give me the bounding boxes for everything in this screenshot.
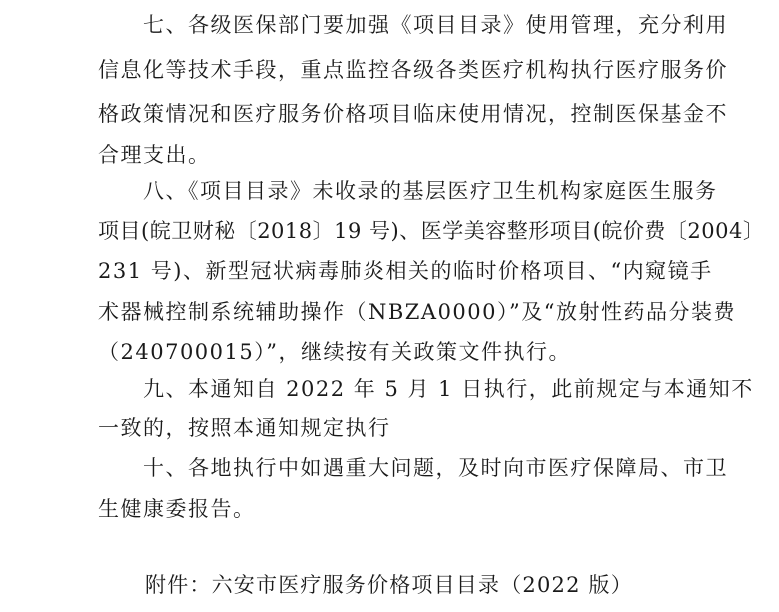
paragraph-10-line-1: 十、各地执行中如遇重大问题，及时向市医疗保障局、市卫 <box>98 456 728 480</box>
paragraph-7-line-3: 格政策情况和医疗服务价格项目临床使用情况，控制医保基金不 <box>98 102 728 126</box>
paragraph-7-line-1: 七、各级医保部门要加强《项目目录》使用管理，充分利用 <box>98 13 728 37</box>
paragraph-8-line-4: 术器械控制系统辅助操作（NBZA0000）”及“放射性药品分装费 <box>98 300 736 324</box>
paragraph-9-line-2: 一致的，按照本通知规定执行 <box>98 416 391 440</box>
paragraph-8-line-5: （240700015）”，继续按有关政策文件执行。 <box>98 340 571 364</box>
paragraph-8-line-2: 项目(皖卫财秘〔2018〕19 号)、医学美容整形项目(皖价费〔2004〕 <box>98 219 765 243</box>
paragraph-8-line-3: 231 号)、新型冠状病毒肺炎相关的临时价格项目、“内窥镜手 <box>98 259 713 283</box>
paragraph-7-line-2: 信息化等技术手段，重点监控各级各类医疗机构执行医疗服务价 <box>98 58 728 82</box>
attachment-line: 附件：六安市医疗服务价格项目目录（2022 版） <box>145 573 633 597</box>
paragraph-10-line-2: 生健康委报告。 <box>98 497 256 521</box>
paragraph-7-line-4: 合理支出。 <box>98 143 211 167</box>
paragraph-8-line-1: 八、《项目目录》未收录的基层医疗卫生机构家庭医生服务 <box>98 179 718 203</box>
paragraph-9-line-1: 九、本通知自 2022 年 5 月 1 日执行，此前规定与本通知不 <box>98 377 754 401</box>
